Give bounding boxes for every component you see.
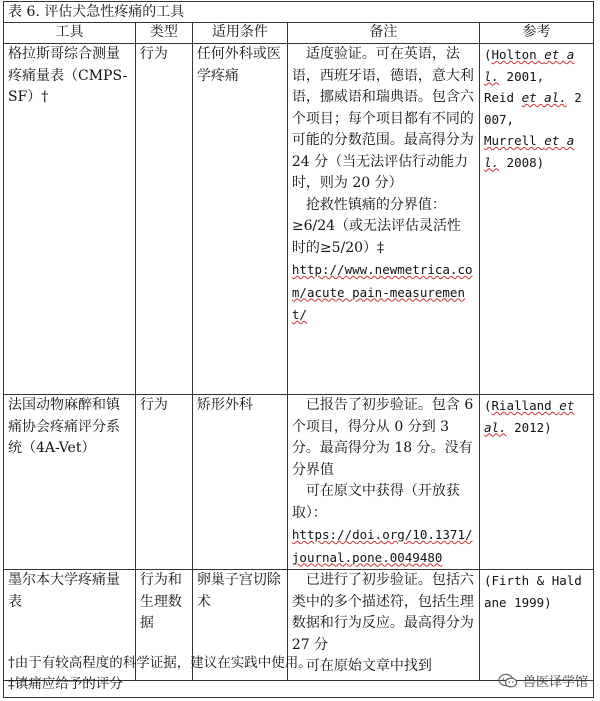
reference-cell bbox=[479, 395, 593, 570]
notes-paragraph: 可在原始文章中找到 bbox=[305, 658, 432, 674]
header-tool: 工具 bbox=[4, 23, 136, 44]
type-cell: 行为 bbox=[135, 44, 192, 395]
notes-link[interactable]: http://www.newmetrica.com/acute pain-measurement/ bbox=[291, 262, 473, 322]
type-cell: 行为和生理数据 bbox=[135, 570, 192, 681]
table-row bbox=[4, 44, 594, 395]
condition-cell: 矫形外科 bbox=[192, 395, 287, 570]
notes-link[interactable]: https://doi.org/10.1371/journal.pone.0049480 bbox=[291, 527, 473, 565]
reference-line: (Rialland et al. 2012) bbox=[483, 398, 575, 435]
tool-cell: 格拉斯哥综合测量疼痛量表（CMPS-SF）† bbox=[4, 44, 136, 395]
wechat-icon bbox=[498, 673, 518, 689]
tool-cell: 墨尔本大学疼痛量表 bbox=[4, 570, 136, 681]
header-notes: 备注 bbox=[287, 23, 479, 44]
reference-line: (Firth & Haldane 1999) bbox=[483, 573, 582, 610]
header-condition: 适用条件 bbox=[192, 23, 287, 44]
notes-paragraph: 已报告了初步验证。包含 6 个项目，得分从 0 分到 3 分。最高得分为 18 分。没有分界值 bbox=[291, 397, 474, 478]
reference-line: Murrell et al. 2008) bbox=[483, 133, 575, 170]
notes-cell bbox=[287, 395, 479, 570]
table-row bbox=[4, 395, 594, 570]
condition-cell: 卵巢子宫切除术 bbox=[192, 570, 287, 681]
type-cell: 行为 bbox=[135, 395, 192, 570]
footnote: ‡镇痛应给予的评分 bbox=[8, 676, 123, 692]
notes-cell bbox=[287, 44, 479, 395]
notes-paragraph: 已进行了初步验证。包括六类中的多个描述符，包括生理数据和行为反应。最高得分为 27 分 bbox=[291, 572, 474, 653]
reference-cell bbox=[479, 44, 593, 395]
table-header-row bbox=[4, 23, 594, 44]
header-type: 类型 bbox=[135, 23, 192, 44]
notes-paragraph: 抢救性镇痛的分界值：≥6/24（或无法评估灵活性时的≥5/20）‡ bbox=[291, 196, 462, 256]
pain-tools-table bbox=[3, 22, 594, 681]
condition-cell: 任何外科或医学疼痛 bbox=[192, 44, 287, 395]
header-reference: 参考 bbox=[479, 23, 593, 44]
watermark-text: 兽医译学馆 bbox=[522, 675, 588, 690]
watermark bbox=[498, 671, 588, 690]
reference-line: (Holton et al. 2001, bbox=[483, 47, 575, 84]
notes-paragraph: 适度验证。可在英语，法语，西班牙语，德语，意大利语，挪威语和瑞典语。包含六个项目；每个项目都有不同的可能的分数范围。最高得分为 24 分（当无法评估行动能力时，则为 20 分） bbox=[291, 46, 474, 191]
reference-line: Reid et al. 2007, bbox=[483, 90, 582, 127]
tool-cell: 法国动物麻醉和镇痛协会疼痛评分系统（4A-Vet） bbox=[4, 395, 136, 570]
notes-paragraph: 可在原文中获得（开放获取）： bbox=[291, 483, 460, 521]
footnote: †由于有较高程度的科学证据，建议在实践中使用。 bbox=[8, 655, 312, 671]
table-caption: 表 6. 评估犬急性疼痛的工具 bbox=[3, 1, 594, 23]
